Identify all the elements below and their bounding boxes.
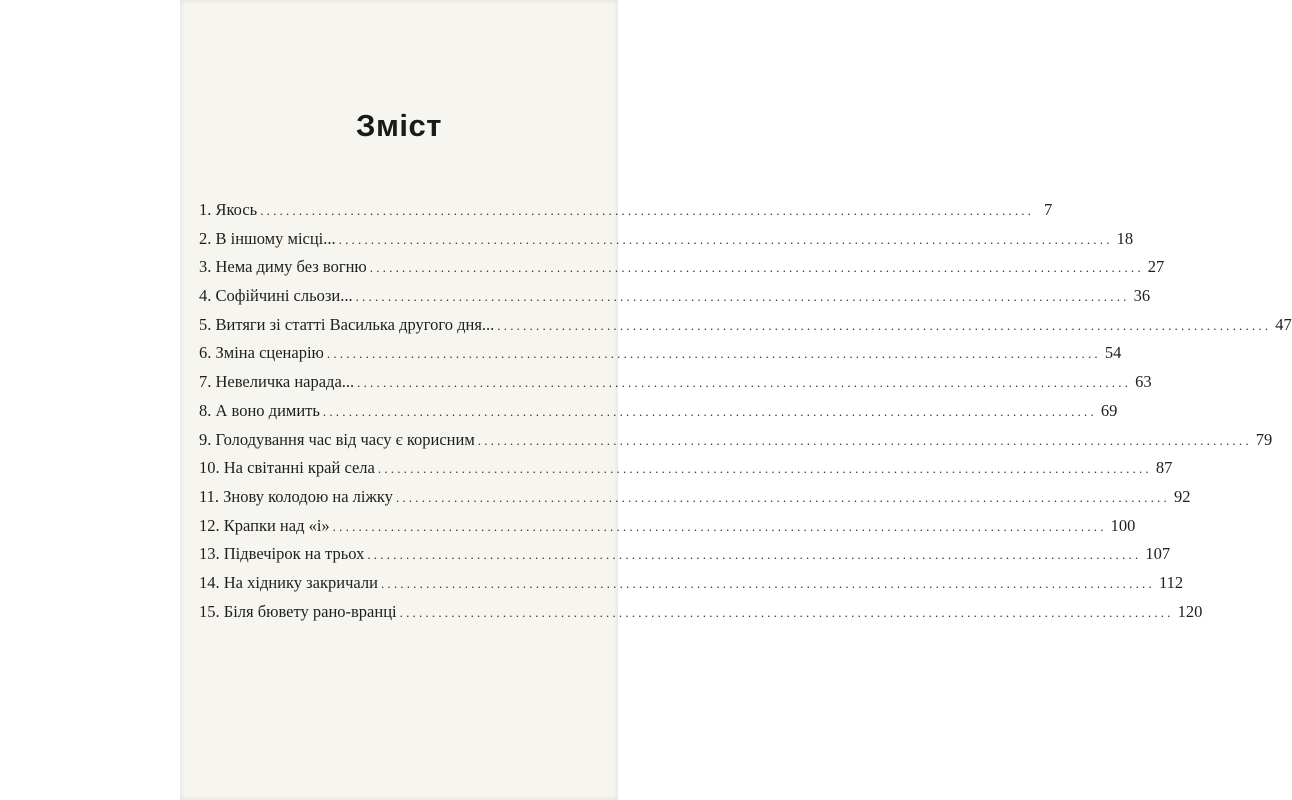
- entry-title: 9. Голодування час від часу є корисним: [199, 429, 475, 449]
- page-number: 120: [1177, 601, 1203, 621]
- entry-title: 7. Невеличка нарада...: [199, 372, 355, 392]
- toc-entry: [199, 286, 1151, 315]
- toc-entry: [199, 228, 1134, 258]
- page-number: 87: [1155, 458, 1173, 478]
- dot-leader: ........................................................................................................................: [357, 375, 1132, 391]
- page-number: 36: [1133, 286, 1151, 306]
- dot-leader: ........................................................................................................................: [332, 518, 1107, 534]
- dot-leader: ........................................................................................................................: [477, 432, 1252, 448]
- entry-title: 15. Біля бювету рано-вранці: [199, 601, 397, 621]
- toc-entry: [199, 314, 1292, 344]
- toc-entry: [199, 257, 1165, 286]
- toc-entry: [199, 429, 1273, 459]
- dot-leader: ........................................................................................................................: [497, 317, 1272, 333]
- dot-leader: ........................................................................................................................: [380, 575, 1155, 591]
- toc-entry: [199, 400, 1118, 430]
- toc-entry: [199, 515, 1136, 545]
- dot-leader: ........................................................................................................................: [260, 203, 1035, 218]
- dot-leader: ........................................................................................................................: [377, 461, 1152, 477]
- dot-leader: ........................................................................................................................: [326, 346, 1101, 362]
- page-number: 54: [1104, 343, 1122, 363]
- entry-title: 3. Нема диму без вогню: [199, 257, 367, 277]
- dot-leader: ........................................................................................................................: [338, 231, 1113, 247]
- toc-title: Зміст: [356, 108, 442, 143]
- dot-leader: ........................................................................................................................: [322, 403, 1097, 419]
- dot-leader: ........................................................................................................................: [399, 604, 1174, 620]
- entry-title: 4. Софійчині сльози...: [199, 286, 353, 306]
- toc-entry: [199, 372, 1152, 401]
- entry-title: 11. Знову колодою на ліжку: [199, 486, 393, 506]
- page-number: 18: [1116, 228, 1134, 248]
- page-number: 27: [1147, 257, 1165, 277]
- entry-title: 14. На хіднику закричали: [199, 572, 378, 592]
- page-number: 69: [1100, 400, 1118, 420]
- entry-title: 6. Зміна сценарію: [199, 343, 324, 363]
- entry-title: 5. Витяги зі статті Василька другого дня...: [199, 314, 495, 334]
- page-number: 112: [1158, 572, 1184, 592]
- toc-entry: [199, 458, 1173, 487]
- page-number: 100: [1110, 515, 1136, 535]
- book-page: [180, 0, 1292, 800]
- dot-leader: ........................................................................................................................: [395, 489, 1170, 505]
- dot-leader: ........................................................................................................................: [355, 289, 1130, 305]
- entry-title: 13. Підвечірок на трьох: [199, 544, 365, 564]
- toc-entry: [199, 544, 1171, 573]
- dot-leader: ........................................................................................................................: [369, 260, 1144, 276]
- table-of-contents: [199, 200, 1292, 630]
- page-number: 63: [1135, 372, 1152, 392]
- entry-title: 10. На світанні край села: [199, 458, 375, 478]
- entry-title: 12. Крапки над «і»: [199, 515, 330, 535]
- page-number: 47: [1275, 314, 1292, 334]
- page-number: 7: [1043, 200, 1053, 219]
- page-number: 92: [1173, 486, 1191, 506]
- entry-title: 2. В іншому місці...: [199, 228, 336, 248]
- page-number: 79: [1255, 429, 1273, 449]
- page-number: 107: [1145, 544, 1171, 564]
- dot-leader: ........................................................................................................................: [367, 547, 1142, 563]
- toc-entry: [199, 572, 1184, 602]
- entry-title: 8. А воно димить: [199, 400, 320, 420]
- toc-entry: [199, 343, 1122, 372]
- toc-entry: [199, 200, 1053, 229]
- entry-title: 1. Якось: [199, 200, 258, 219]
- toc-entry: [199, 486, 1191, 516]
- toc-entry: [199, 601, 1203, 631]
